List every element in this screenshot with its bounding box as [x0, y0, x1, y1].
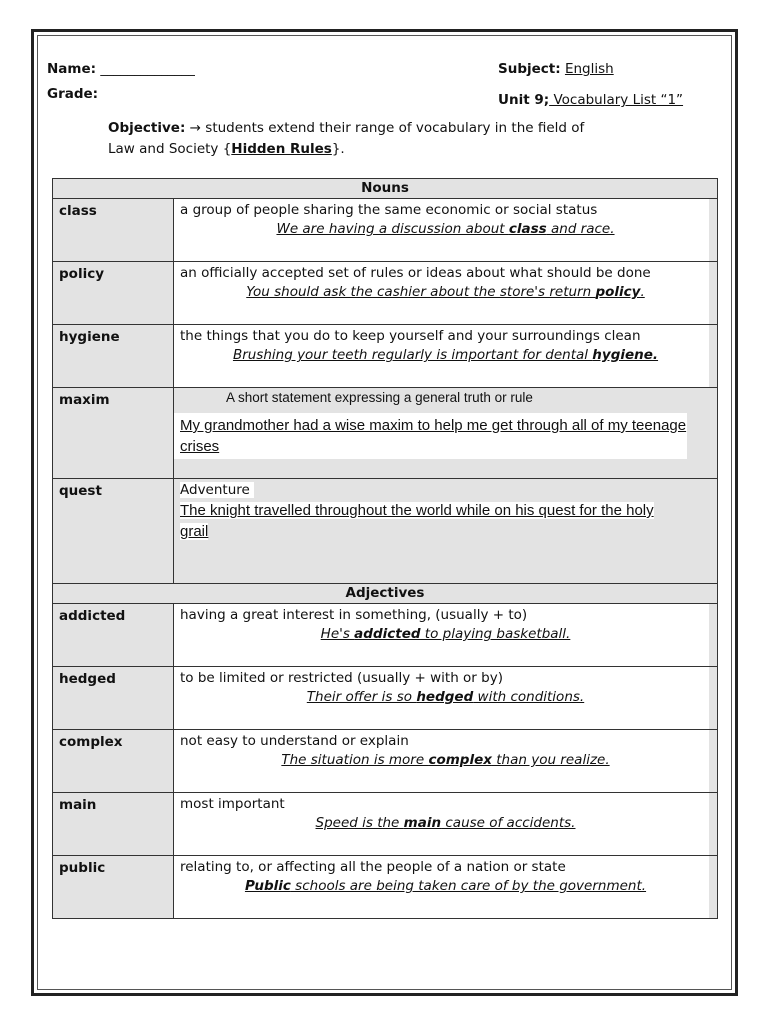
nouns-header-row — [53, 179, 718, 199]
grade-label: Grade: — [47, 86, 99, 102]
table-row — [53, 262, 718, 325]
unit-value: Vocabulary List “1” — [549, 92, 684, 108]
example-sentence: The situation is more complex than you realize. — [281, 752, 610, 768]
term-policy: policy — [53, 262, 174, 325]
definition: Adventure — [174, 479, 717, 498]
table-row — [53, 325, 718, 388]
name-line — [47, 61, 195, 77]
definition-cell — [174, 388, 718, 479]
table-row — [53, 479, 718, 584]
definition-cell — [174, 325, 718, 388]
definition: A short statement expressing a general truth or rule — [226, 390, 533, 405]
definition-cell — [174, 604, 718, 667]
objective — [108, 118, 668, 160]
example-sentence: Brushing your teeth regularly is important for dental hygiene. — [232, 347, 659, 363]
term-public: public — [53, 856, 174, 919]
definition: a group of people sharing the same economic or social status — [180, 202, 598, 218]
term-quest: quest — [53, 479, 174, 584]
example-sentence: We are having a discussion about class and race. — [276, 221, 615, 237]
definition-cell — [174, 793, 718, 856]
arrow-icon: → — [189, 120, 201, 136]
subject-value: English — [564, 61, 614, 77]
table-row — [53, 667, 718, 730]
term-hygiene: hygiene — [53, 325, 174, 388]
table-row — [53, 199, 718, 262]
example-sentence: Speed is the main cause of accidents. — [315, 815, 576, 831]
objective-line2-suffix: }. — [331, 141, 345, 157]
hidden-rules: Hidden Rules — [231, 141, 332, 157]
definition-cell — [174, 199, 718, 262]
example-sentence: The knight travelled throughout the world while on his quest for the holy grail — [180, 502, 654, 540]
objective-text: students extend their range of vocabulary in the field of — [205, 120, 585, 136]
definition: not easy to understand or explain — [180, 733, 409, 749]
unit-line — [498, 92, 683, 108]
definition-cell — [174, 667, 718, 730]
unit-label: Unit 9; — [498, 92, 550, 108]
table-row — [53, 730, 718, 793]
definition-cell — [174, 730, 718, 793]
name-label: Name: — [47, 61, 97, 77]
definition: to be limited or restricted (usually + with or by) — [180, 670, 503, 686]
subject-line — [498, 61, 614, 77]
example-sentence: Their offer is so hedged with conditions. — [306, 689, 585, 705]
definition-cell — [174, 262, 718, 325]
example-sentence: You should ask the cashier about the store's return policy. — [246, 284, 645, 300]
vocabulary-table — [52, 178, 718, 919]
definition: having a great interest in something, (usually + to) — [180, 607, 528, 623]
term-hedged: hedged — [53, 667, 174, 730]
adjectives-header-row — [53, 584, 718, 604]
term-addicted: addicted — [53, 604, 174, 667]
definition: most important — [180, 796, 285, 812]
example-sentence: My grandmother had a wise maxim to help me get through all of my teenage crises — [174, 413, 687, 459]
objective-label: Objective: — [108, 120, 186, 136]
definition-cell — [174, 479, 718, 584]
adjectives-heading: Adjectives — [53, 584, 718, 604]
objective-line2-prefix: Law and Society { — [108, 141, 232, 157]
term-complex: complex — [53, 730, 174, 793]
table-row — [53, 388, 718, 479]
term-main: main — [53, 793, 174, 856]
term-maxim: maxim — [53, 388, 174, 479]
definition: relating to, or affecting all the people of a nation or state — [180, 859, 566, 875]
example-sentence: He's addicted to playing basketball. — [320, 626, 571, 642]
definition: the things that you do to keep yourself and your surroundings clean — [180, 328, 641, 344]
nouns-heading: Nouns — [53, 179, 718, 199]
term-class: class — [53, 199, 174, 262]
table-row — [53, 856, 718, 919]
table-row — [53, 793, 718, 856]
table-row — [53, 604, 718, 667]
example-sentence: Public schools are being taken care of by the government. — [244, 878, 647, 894]
subject-label: Subject: — [498, 61, 561, 77]
name-blank: ______________ — [100, 61, 195, 77]
definition: an officially accepted set of rules or ideas about what should be done — [180, 265, 651, 281]
definition-cell — [174, 856, 718, 919]
